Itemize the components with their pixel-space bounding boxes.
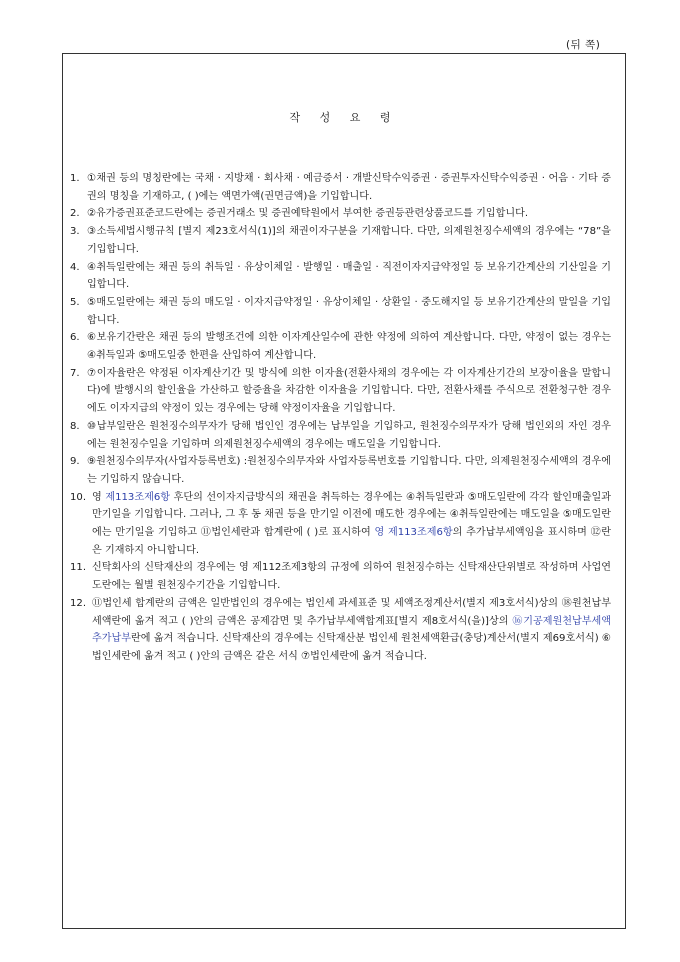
item-text: ③소득세법시행규칙 [별지 제23호서식(1)]의 채권이자구분을 기재합니다. 다만, 의제원천징수세액의 경우에는 “78”을 기입합니다. — [87, 226, 611, 255]
item-number: 9. — [70, 456, 80, 468]
instruction-item-2 — [70, 205, 611, 223]
form-field-reference-link[interactable]: ⑯기공제원천납부세액 추가납부 — [92, 615, 611, 645]
item-text: ①채권 등의 명칭란에는 국채 · 지방채 · 회사채 · 예금증서 · 개발신탁수익증권 · 증권투자신탁수익증권 · 어음 · 기타 증권의 명칭을 기재하고, ( )에는 액면가액(권면금액)을 기입합니다. — [87, 173, 611, 202]
instruction-item-12 — [70, 595, 611, 666]
law-reference-link[interactable]: 영 제113조제6항 — [374, 527, 453, 539]
item-text-part: 후단의 선이자지급방식의 채권을 취득하는 경우에는 ④취득일란과 ⑤매도일란에 각각 할인매출일과 만기일을 기입합니다. 그러나, 그 후 동 채권 등을 만기일 이전에 매도한 경우에는 ④취득일란에는 매도일을 ⑤매도일란에는 만기일을 기입하고 ⑪법인세란과 합계란에 ( )로 표시하여 — [92, 491, 611, 539]
item-text: ⑩납부일란은 원천징수의무자가 당해 법인인 경우에는 납부일을 기입하고, 원천징수의무자가 당해 법인외의 자인 경우에는 원천징수일을 기입하며 의제원천징수세액의 경우에는 매도일을 기입합니다. — [87, 420, 611, 450]
instruction-item-10 — [70, 489, 611, 560]
item-text: ⑥보유기간란은 채권 등의 발행조건에 의한 이자계산일수에 관한 약정에 의하여 계산합니다. 다만, 약정이 없는 경우는 ④취득일과 ⑤매도일중 한편을 산입하여 계산합니다. — [87, 332, 611, 362]
item-number: 8. — [70, 420, 80, 432]
instruction-item-3 — [70, 223, 611, 258]
item-text: ⑨원천징수의무자(사업자등록번호) :원천징수의무자와 사업자등록번호를 기입합니다. 다만, 의제원천징수세액의 경우에는 기입하지 않습니다. — [87, 456, 611, 485]
instruction-item-5 — [70, 294, 611, 329]
item-number: 10. — [70, 491, 87, 503]
instruction-list — [70, 170, 611, 666]
item-text: 신탁회사의 신탁재산의 경우에는 영 제112조제3항의 규정에 의하여 원천징수하는 신탁재산단위별로 작성하며 사업연도란에는 월별 원천징수기간을 기입합니다. — [92, 562, 611, 592]
item-text-part: 란에 옮겨 적습니다. 신탁재산의 경우에는 신탁재산분 법인세 원천세액환급(충당)계산서(별지 제69호서식) ⑥법인세란에 옮겨 적고 ( )안의 금액은 같은 서식 ⑦법인세란에 옮겨 적습니다. — [92, 633, 611, 662]
item-text: ②유가증권표준코드란에는 증권거래소 및 증권예탁원에서 부여한 증권등관련상품코드를 기입합니다. — [87, 208, 529, 220]
instruction-item-8 — [70, 418, 611, 453]
instruction-item-4 — [70, 259, 611, 294]
item-number: 11. — [70, 562, 87, 574]
item-text: ⑦이자율란은 약정된 이자계산기간 및 방식에 의한 이자율(전환사채의 경우에는 각 이자계산기간의 보장이율을 말합니다)에 발행시의 할인율을 가산하고 할증율을 차감한 이자율을 기입합니다. 다만, 전환사채를 주식으로 전환청구한 경우에도 이자지급의 약정이 있는 경우에는 당해 약정이자율을 기입합니다. — [87, 367, 611, 415]
item-text — [92, 595, 611, 666]
item-text-part: 의 추가납부세액임을 표시하며 ⑫란은 기재하지 아니합니다. — [92, 527, 611, 556]
item-number: 3. — [70, 226, 80, 238]
item-number: 7. — [70, 367, 80, 379]
item-number: 5. — [70, 296, 80, 308]
item-number: 12. — [70, 597, 87, 609]
item-text: ⑤매도일란에는 채권 등의 매도일 · 이자지급약정일 · 유상이체일 · 상환일 · 중도해지일 등 보유기간계산의 말일을 기입합니다. — [87, 296, 611, 326]
item-number: 4. — [70, 261, 80, 273]
instruction-item-11 — [70, 559, 611, 594]
item-number: 1. — [70, 173, 80, 184]
item-number: 2. — [70, 208, 80, 220]
law-reference-link[interactable]: 제113조제6항 — [105, 491, 171, 503]
item-number: 6. — [70, 332, 80, 344]
instruction-item-1 — [70, 170, 611, 205]
instruction-item-7 — [70, 365, 611, 418]
item-text-part: ⑪법인세 합계란의 금액은 일반법인의 경우에는 법인세 과세표준 및 세액조정계산서(별지 제3호서식)상의 ⑱원천납부세액란에 옮겨 적고 ( )안의 금액은 공제감면 및 추가납부세액합계표[별지 제8호서식(을)]상의 — [92, 597, 611, 627]
instruction-item-6 — [70, 329, 611, 364]
item-text-part: 영 — [92, 491, 106, 503]
item-text: ④취득일란에는 채권 등의 취득일 · 유상이체일 · 발행일 · 매출일 · 직전이자지급약정일 등 보유기간계산의 기산일을 기입합니다. — [87, 261, 611, 291]
instruction-item-9 — [70, 453, 611, 488]
instructions-frame — [62, 53, 626, 929]
item-text — [92, 489, 611, 560]
page-side-label: (뒤 쪽) — [566, 39, 601, 51]
document-title: 작 성 요 령 — [289, 111, 399, 124]
